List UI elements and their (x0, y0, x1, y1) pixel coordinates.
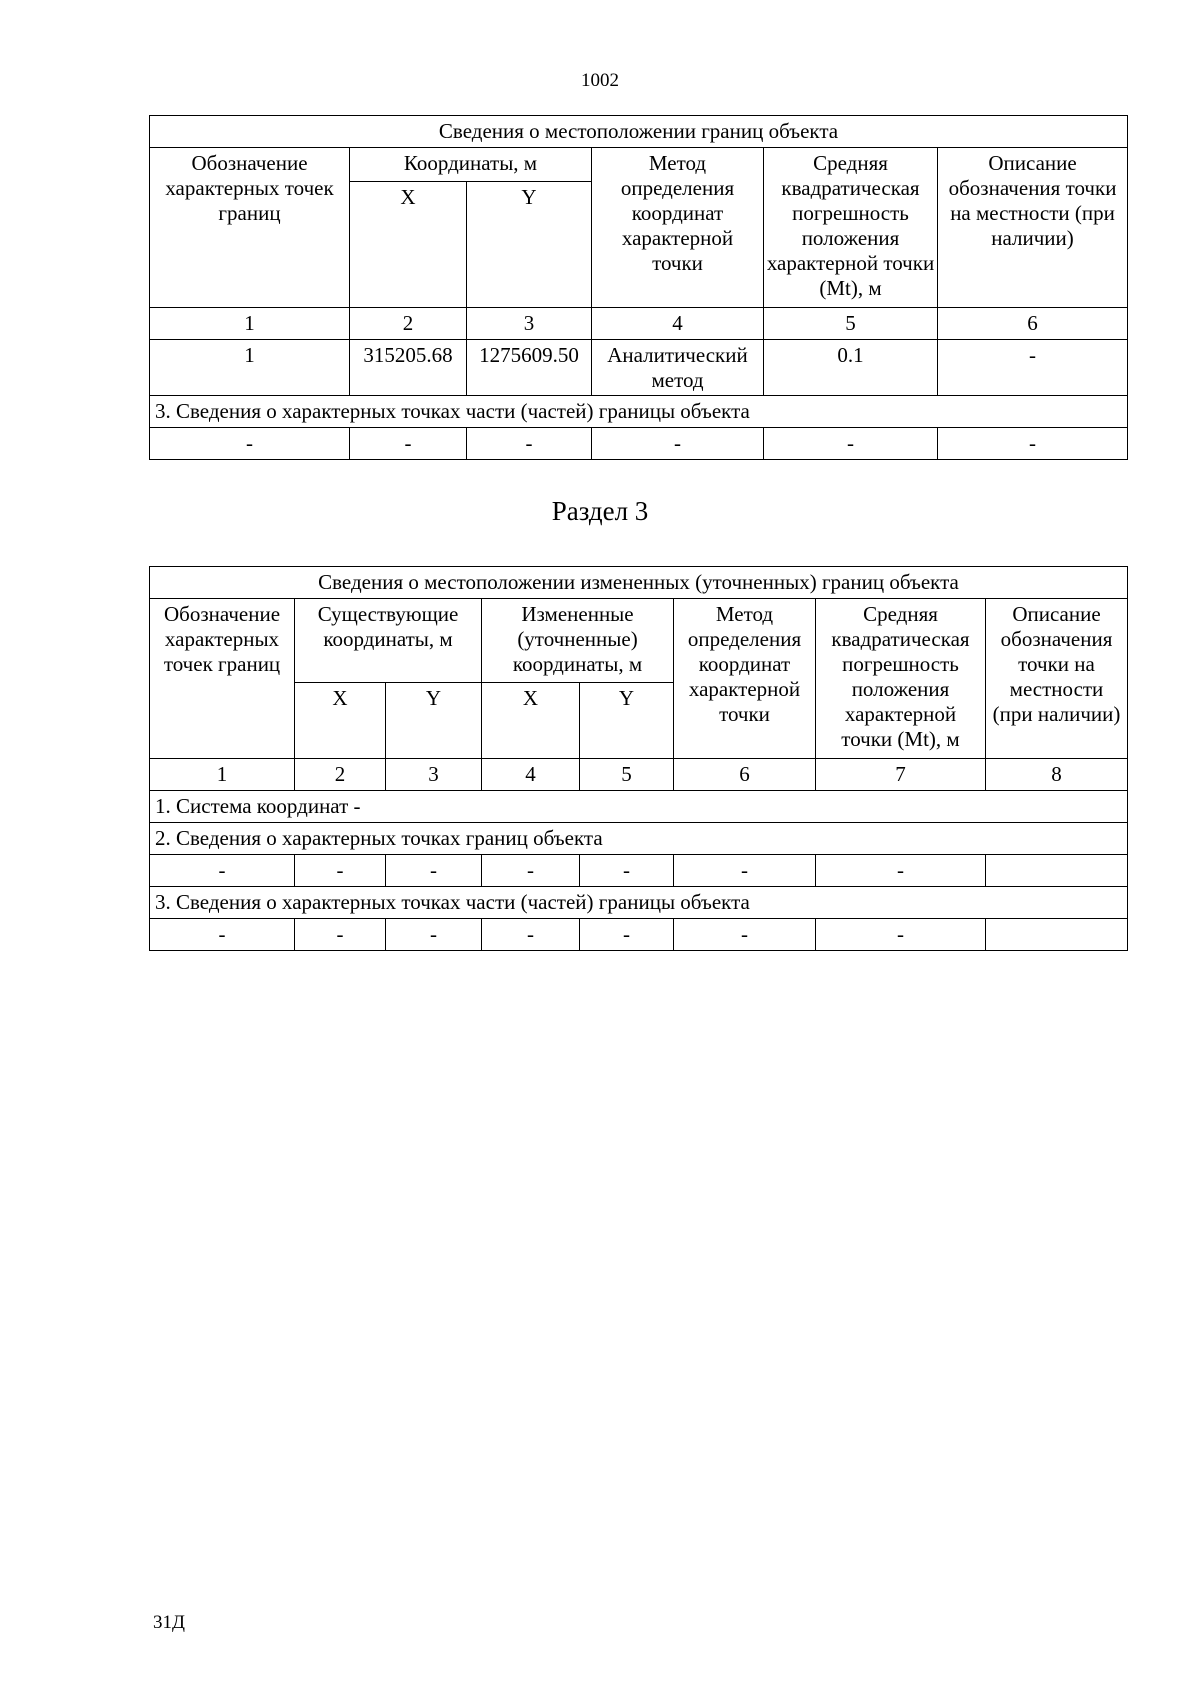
section3-label: 3. Сведения о характерных точках части (частей) границы объекта (150, 887, 1128, 919)
header-error: Средняя квадратическая погрешность положения характерной точки (Mt), м (764, 148, 938, 308)
column-number: 1 (150, 759, 295, 791)
header-error: Средняя квадратическая погрешность положения характерной точки (Mt), м (816, 599, 986, 759)
section3-label: 3. Сведения о характерных точках части (частей) границы объекта (150, 396, 1128, 428)
column-number: 7 (816, 759, 986, 791)
cell-error: 0.1 (764, 340, 938, 396)
cell-y: 1275609.50 (467, 340, 592, 396)
table-cell: - (150, 855, 295, 887)
column-number: 1 (150, 308, 350, 340)
table-cell: - (580, 919, 674, 951)
table-cell: - (467, 428, 592, 460)
table-cell: - (150, 919, 295, 951)
table-row (150, 855, 1128, 887)
column-number: 6 (938, 308, 1128, 340)
cell-point: 1 (150, 340, 350, 396)
table-cell: - (386, 919, 482, 951)
table-cell: - (580, 855, 674, 887)
header-point: Обозначение характерных точек границ (150, 148, 350, 308)
header-changed-y: Y (580, 683, 674, 759)
column-number: 4 (592, 308, 764, 340)
page-number: 1002 (581, 70, 619, 91)
table-cell: - (150, 428, 350, 460)
header-description: Описание обозначения точки на местности (при наличии) (986, 599, 1128, 759)
table-cell: - (592, 428, 764, 460)
table-cell: - (816, 855, 986, 887)
table-cell: - (764, 428, 938, 460)
table-cell: - (350, 428, 467, 460)
header-x: X (350, 182, 467, 308)
table-row (150, 340, 1128, 396)
table-title: Сведения о местоположении границ объекта (150, 116, 1128, 148)
column-number: 2 (295, 759, 386, 791)
header-method: Метод определения координат характерной точки (674, 599, 816, 759)
boundary-location-table (149, 115, 1128, 460)
cell-method: Аналитический метод (592, 340, 764, 396)
header-method: Метод определения координат характерной точки (592, 148, 764, 308)
section2-label: 2. Сведения о характерных точках границ объекта (150, 823, 1128, 855)
header-point: Обозначение характерных точек границ (150, 599, 295, 759)
table-cell (986, 919, 1128, 951)
table-cell: - (386, 855, 482, 887)
column-number: 3 (467, 308, 592, 340)
header-y: Y (467, 182, 592, 308)
column-number: 8 (986, 759, 1128, 791)
table-cell: - (816, 919, 986, 951)
header-changed-x: X (482, 683, 580, 759)
column-number: 4 (482, 759, 580, 791)
header-coordinates: Координаты, м (350, 148, 592, 182)
cell-description: - (938, 340, 1128, 396)
column-number: 3 (386, 759, 482, 791)
table-cell: - (674, 855, 816, 887)
table-row (150, 428, 1128, 460)
header-existing-x: X (295, 683, 386, 759)
footer-code: 31Д (153, 1612, 185, 1633)
column-number: 6 (674, 759, 816, 791)
table-cell: - (295, 855, 386, 887)
table-cell: - (938, 428, 1128, 460)
header-existing-y: Y (386, 683, 482, 759)
column-number: 5 (764, 308, 938, 340)
column-number: 2 (350, 308, 467, 340)
table-title: Сведения о местоположении измененных (уточненных) границ объекта (150, 567, 1128, 599)
section-title: Раздел 3 (551, 496, 649, 526)
header-description: Описание обозначения точки на местности (при наличии) (938, 148, 1128, 308)
changed-boundary-table (149, 566, 1128, 951)
table-cell: - (674, 919, 816, 951)
table-cell: - (295, 919, 386, 951)
table-cell: - (482, 855, 580, 887)
header-changed-coordinates: Измененные (уточненные) координаты, м (482, 599, 674, 683)
table-row (150, 919, 1128, 951)
table-cell (986, 855, 1128, 887)
column-number: 5 (580, 759, 674, 791)
table-cell: - (482, 919, 580, 951)
header-existing-coordinates: Существующие координаты, м (295, 599, 482, 683)
cell-x: 315205.68 (350, 340, 467, 396)
coordinate-system-label: 1. Система координат - (150, 791, 1128, 823)
